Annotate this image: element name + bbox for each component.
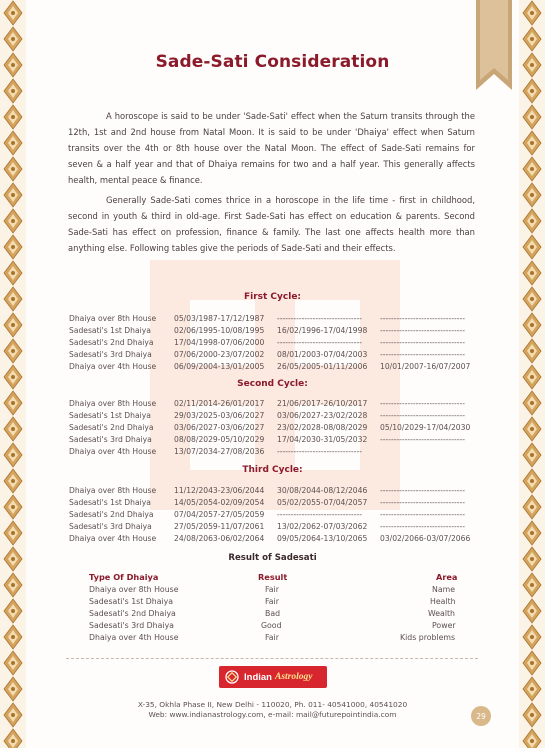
table-cell: 24/08/2063-06/02/2064 — [174, 534, 265, 543]
table-cell: 03/06/2027-23/02/2028 — [277, 411, 368, 420]
result-cell: Fair — [265, 597, 279, 606]
right-ornament-border — [519, 0, 545, 748]
table-cell: Sadesati's 2nd Dhaiya — [69, 423, 154, 432]
first-cycle-heading: First Cycle: — [243, 292, 302, 302]
result-cell: Name — [432, 585, 456, 594]
table-cell: ------------------------------- — [277, 314, 362, 323]
table-cell: Sadesati's 3rd Dhaiya — [69, 435, 152, 444]
table-cell: 14/05/2054-02/09/2054 — [174, 498, 265, 507]
table-cell: Dhaiya over 8th House — [69, 486, 157, 495]
table-cell: Dhaiya over 8th House — [69, 314, 157, 323]
result-cell: Good — [261, 621, 282, 630]
table-cell: ------------------------------- — [380, 350, 465, 359]
table-cell: 03/02/2066-03/07/2066 — [380, 534, 471, 543]
table-cell: ------------------------------- — [277, 510, 362, 519]
result-cell: Health — [430, 597, 456, 606]
result-header-area: Area — [436, 572, 458, 582]
table-cell: ------------------------------- — [380, 314, 465, 323]
table-cell: ------------------------------- — [380, 399, 465, 408]
cycles-paragraph: Generally Sade-Sati comes thrice in a horoscope in the life time - first in childhood, second in youth & third in old-age. First Sade-Sati has effect on education & parents. Second Sade-Sati has effect on profession, finance & family. The last one affects health more than anything else. Following tables give the periods of Sade-Sati and their effects. — [68, 195, 475, 253]
result-cell: Sadesati's 2nd Dhaiya — [89, 609, 176, 618]
table-cell: 27/05/2059-11/07/2061 — [174, 522, 265, 531]
table-cell: 21/06/2017-26/10/2017 — [277, 399, 368, 408]
table-cell: 10/01/2007-16/07/2007 — [380, 362, 471, 371]
table-cell: Dhaiya over 8th House — [69, 399, 157, 408]
intro-paragraph: A horoscope is said to be under 'Sade-Sati' effect when the Saturn transits through the 12th, 1st and 2nd house from Natal Moon. It is said to be under 'Dhaiya' effect when Saturn transits over the 4th or 8th house over the Natal Moon. The effect of Sade-Sati remains for seven & a half year and that of Dhaiya remains for two and a half year. This generally affects health, mental peace & finance. — [68, 111, 475, 185]
logo-text-indian: Indian — [244, 671, 272, 683]
table-cell: ------------------------------- — [380, 411, 465, 420]
result-header-type: Type Of Dhaiya — [89, 572, 159, 582]
table-cell: 08/08/2029-05/10/2029 — [174, 435, 265, 444]
table-cell: Sadesati's 2nd Dhaiya — [69, 510, 154, 519]
second-cycle-heading: Second Cycle: — [237, 379, 308, 389]
footer-contact: Web: www.indianastrology.com, e-mail: mail@futurepointindia.com — [148, 710, 397, 719]
table-cell: ------------------------------- — [380, 435, 465, 444]
table-cell: Sadesati's 1st Dhaiya — [69, 498, 151, 507]
table-cell: ------------------------------- — [380, 522, 465, 531]
table-cell: ------------------------------- — [380, 338, 465, 347]
logo-mark-icon — [225, 670, 239, 684]
result-cell: Wealth — [428, 609, 455, 618]
table-cell: 07/04/2057-27/05/2059 — [174, 510, 265, 519]
third-cycle-heading: Third Cycle: — [242, 465, 303, 475]
table-cell: Sadesati's 1st Dhaiya — [69, 326, 151, 335]
result-cell: Bad — [265, 609, 281, 618]
footer-address: X-35, Okhla Phase II, New Delhi - 110020, Ph. 011- 40541000, 40541020 — [137, 700, 408, 709]
result-cell: Sadesati's 3rd Dhaiya — [89, 621, 174, 630]
table-cell: 05/02/2055-07/04/2057 — [277, 498, 368, 507]
table-cell: 13/07/2034-27/08/2036 — [174, 447, 265, 456]
table-cell: 02/11/2014-26/01/2017 — [174, 399, 265, 408]
table-cell: ------------------------------- — [380, 326, 465, 335]
table-cell: 29/03/2025-03/06/2027 — [174, 411, 265, 420]
table-cell: Sadesati's 2nd Dhaiya — [69, 338, 154, 347]
result-cell: Fair — [265, 633, 279, 642]
table-cell: 23/02/2028-08/08/2029 — [277, 423, 368, 432]
page-title: Sade-Sati Consideration — [155, 52, 390, 72]
ribbon-bookmark-icon — [474, 0, 514, 92]
table-cell: Sadesati's 3rd Dhaiya — [69, 350, 152, 359]
table-cell: Sadesati's 1st Dhaiya — [69, 411, 151, 420]
table-cell: 16/02/1996-17/04/1998 — [277, 326, 368, 335]
table-cell: 08/01/2003-07/04/2003 — [277, 350, 368, 359]
result-cell: Dhaiya over 4th House — [89, 633, 179, 642]
table-cell: 05/10/2029-17/04/2030 — [380, 423, 471, 432]
result-cell: Fair — [265, 585, 279, 594]
table-cell: Dhaiya over 4th House — [69, 447, 157, 456]
result-header-result: Result — [258, 572, 288, 582]
table-cell: 03/06/2027-03/06/2027 — [174, 423, 265, 432]
table-cell: ------------------------------- — [277, 338, 362, 347]
table-cell: Dhaiya over 4th House — [69, 362, 157, 371]
table-cell: 06/09/2004-13/01/2005 — [174, 362, 265, 371]
table-cell: ------------------------------- — [380, 486, 465, 495]
table-cell: ------------------------------- — [380, 510, 465, 519]
table-cell: Sadesati's 3rd Dhaiya — [69, 522, 152, 531]
table-cell: 26/05/2005-01/11/2006 — [277, 362, 368, 371]
left-ornament-border — [0, 0, 26, 748]
table-cell: 17/04/1998-07/06/2000 — [174, 338, 265, 347]
result-cell: Sadesati's 1st Dhaiya — [89, 597, 174, 606]
table-cell: 02/06/1995-10/08/1995 — [174, 326, 265, 335]
result-cell: Kids problems — [400, 633, 456, 642]
divider — [66, 658, 478, 661]
table-cell: 05/03/1987-17/12/1987 — [174, 314, 265, 323]
table-cell: 11/12/2043-23/06/2044 — [174, 486, 265, 495]
result-cell: Dhaiya over 8th House — [89, 585, 179, 594]
table-cell: 30/08/2044-08/12/2046 — [277, 486, 368, 495]
table-cell: Dhaiya over 4th House — [69, 534, 157, 543]
table-cell: 07/06/2000-23/07/2002 — [174, 350, 265, 359]
result-cell: Power — [432, 621, 456, 630]
result-heading: Result of Sadesati — [228, 553, 317, 563]
page-number: 29 — [471, 706, 491, 726]
table-cell: 13/02/2062-07/03/2062 — [277, 522, 368, 531]
table-cell: 17/04/2030-31/05/2032 — [277, 435, 368, 444]
table-cell: 09/05/2064-13/10/2065 — [277, 534, 368, 543]
table-cell: ------------------------------- — [380, 498, 465, 507]
table-cell: ------------------------------- — [277, 447, 362, 456]
indian-astrology-logo — [219, 666, 327, 688]
logo-text-astrology: Astrology — [274, 672, 313, 682]
